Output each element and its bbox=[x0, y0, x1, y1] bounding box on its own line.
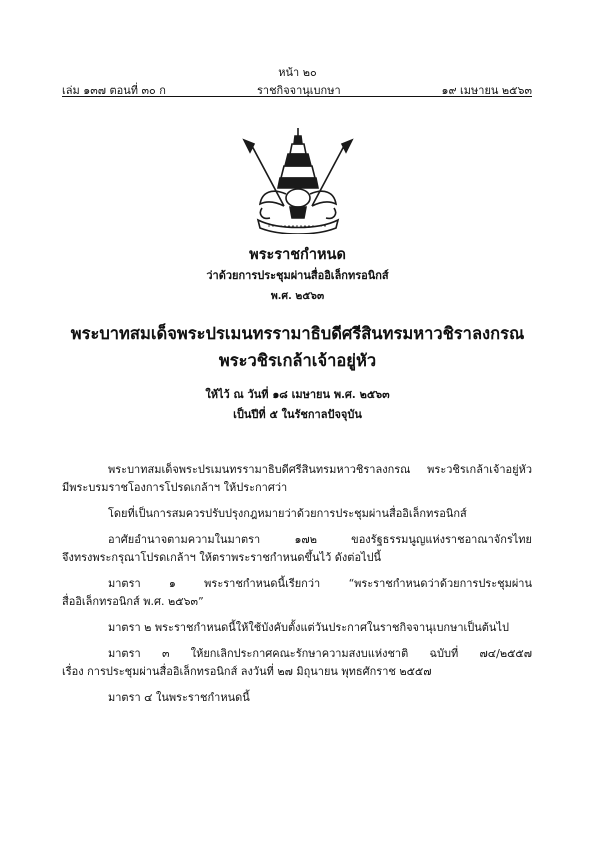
reason-line: โดยที่เป็นการสมควรปรับปรุงกฎหมายว่าด้วยการประชุมผ่านสื่ออิเล็กทรอนิกส์ bbox=[108, 507, 467, 520]
page-number: หน้า ๒๐ bbox=[278, 66, 317, 79]
gazette-name: ราชกิจจานุเบกษา bbox=[257, 84, 341, 97]
king-name-line-2: พระวชิรเกล้าเจ้าอยู่หัว bbox=[218, 351, 377, 370]
act-year: พ.ศ. ๒๕๖๓ bbox=[270, 290, 325, 302]
section-4-line: มาตรา ๔ ในพระราชกำหนดนี้ bbox=[108, 691, 250, 704]
section-1-line-2: สื่ออิเล็กทรอนิกส์ พ.ศ. ๒๕๖๓” bbox=[62, 595, 204, 608]
reign-year: เป็นปีที่ ๕ ในรัชกาลปัจจุบัน bbox=[233, 408, 362, 421]
preamble-line-1: พระบาทสมเด็จพระปรเมนทรรามาธิบดีศรีสินทรมหาวชิราลงกรณ พระวชิรเกล้าเจ้าอยู่หัว bbox=[108, 463, 532, 476]
given-date: ให้ไว้ ณ วันที่ ๑๘ เมษายน พ.ศ. ๒๕๖๓ bbox=[205, 388, 390, 401]
section-3-line-1: มาตรา ๓ ให้ยกเลิกประกาศคณะรักษาความสงบแห่งชาติ ฉบับที่ ๗๔/๒๕๕๗ bbox=[108, 647, 532, 660]
royal-garuda-crown-emblem-icon bbox=[232, 126, 364, 234]
act-title: พระราชกำหนด bbox=[249, 246, 346, 263]
preamble-line-2: มีพระบรมราชโองการโปรดเกล้าฯ ให้ประกาศว่า bbox=[62, 481, 288, 494]
section-2-line: มาตรา ๒ พระราชกำหนดนี้ให้ใช้บังคับตั้งแต่วันประกาศในราชกิจจานุเบกษาเป็นต้นไป bbox=[108, 621, 509, 634]
volume-issue-label: เล่ม ๑๓๗ ตอนที่ ๓๐ ก bbox=[62, 84, 166, 97]
header-rule bbox=[62, 96, 532, 97]
gazette-date: ๑๙ เมษายน ๒๕๖๓ bbox=[441, 84, 532, 97]
section-3-line-2: เรื่อง การประชุมผ่านสื่ออิเล็กทรอนิกส์ ลงวันที่ ๒๗ มิถุนายน พุทธศักราช ๒๕๕๗ bbox=[62, 665, 432, 678]
act-subtitle: ว่าด้วยการประชุมผ่านสื่ออิเล็กทรอนิกส์ bbox=[206, 269, 389, 282]
authority-line-2: จึงทรงพระกรุณาโปรดเกล้าฯ ให้ตราพระราชกำหนดขึ้นไว้ ดังต่อไปนี้ bbox=[62, 551, 382, 564]
authority-line-1: อาศัยอำนาจตามความในมาตรา ๑๗๒ ของรัฐธรรมนูญแห่งราชอาณาจักรไทย bbox=[108, 533, 532, 546]
king-name-line-1: พระบาทสมเด็จพระปรเมนทรรามาธิบดีศรีสินทรมหาวชิราลงกรณ bbox=[70, 324, 525, 343]
section-1-line-1: มาตรา ๑ พระราชกำหนดนี้เรียกว่า “พระราชกำหนดว่าด้วยการประชุมผ่าน bbox=[108, 577, 532, 590]
